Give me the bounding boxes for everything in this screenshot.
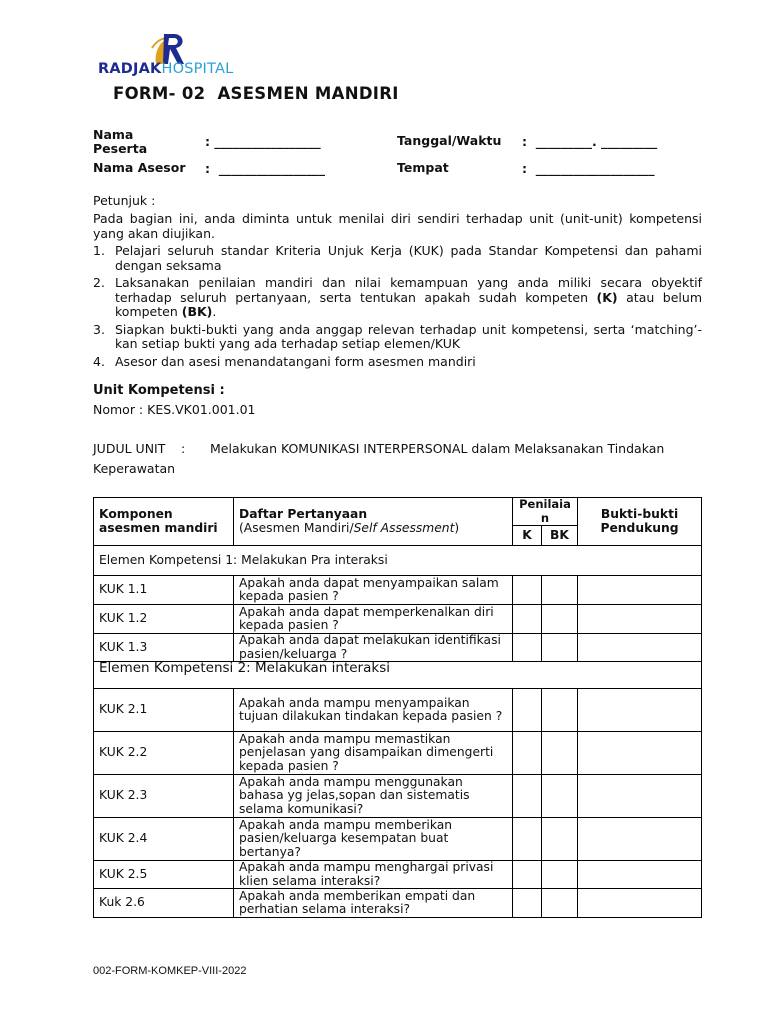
bk-checkbox-cell[interactable] — [542, 689, 578, 732]
kuk-label: KUK 2.5 — [94, 861, 234, 889]
header-k: K — [513, 526, 542, 546]
bk-checkbox-cell[interactable] — [542, 732, 578, 775]
header-daftar-pertanyaan: Daftar Pertanyaan (Asesmen Mandiri/Self Assessment) — [234, 498, 513, 546]
bk-checkbox-cell[interactable] — [542, 605, 578, 634]
petunjuk-intro: Pada bagian ini, anda diminta untuk menilai diri sendiri terhadap unit (unit-unit) kompetensi yang akan diujikan. — [93, 211, 702, 241]
nama-peserta-label: Nama Peserta — [93, 127, 148, 156]
k-checkbox-cell[interactable] — [513, 634, 542, 662]
question-text: Apakah anda mampu menyampaikan tujuan dilakukan tindakan kepada pasien ? — [234, 689, 513, 732]
tempat-label: Tempat — [397, 160, 449, 175]
judul-unit-value-cont: Keperawatan — [93, 461, 176, 476]
kuk-label: KUK 1.3 — [94, 634, 234, 662]
elemen-row — [94, 662, 702, 689]
kuk-label: Kuk 2.6 — [94, 889, 234, 918]
question-text: Apakah anda dapat memperkenalkan diri kepada pasien ? — [234, 605, 513, 634]
question-text: Apakah anda dapat menyampaikan salam kepada pasien ? — [234, 576, 513, 605]
table-row — [94, 689, 702, 732]
table-row — [94, 634, 702, 662]
table-row — [94, 732, 702, 775]
bk-checkbox-cell[interactable] — [542, 775, 578, 818]
k-checkbox-cell[interactable] — [513, 818, 542, 861]
logo-wordmark: RADJAKHOSPITAL — [98, 61, 234, 77]
header-bk: BK — [542, 526, 578, 546]
kuk-label: KUK 2.1 — [94, 689, 234, 732]
instruction-item: 4. Asesor dan asesi menandatangani form asesmen mandiri — [93, 353, 476, 369]
elemen-row — [94, 546, 702, 576]
question-text: Apakah anda mampu memberikan pasien/keluarga kesempatan buat bertanya? — [234, 818, 513, 861]
bukti-cell[interactable] — [578, 818, 702, 861]
form-title: FORM- 02 ASESMEN MANDIRI — [113, 84, 399, 103]
bukti-cell[interactable] — [578, 634, 702, 662]
nama-peserta-field[interactable]: : _________________ — [205, 134, 321, 149]
judul-unit-label: JUDUL UNIT — [93, 441, 166, 456]
bk-checkbox-cell[interactable] — [542, 818, 578, 861]
table-row — [94, 818, 702, 861]
bukti-cell[interactable] — [578, 689, 702, 732]
header-penilaian: Penilaia n — [513, 498, 578, 526]
instruction-item: 2. Laksanakan penilaian mandiri dan nilai kemampuan yang anda miliki secara obyektif terhadap seluruh pertanyaan, serta tentukan apakah sudah kompeten (K) atau belum kompeten (BK). — [93, 275, 702, 319]
kuk-label: KUK 2.3 — [94, 775, 234, 818]
tanggal-waktu-field[interactable]: : _________. _________ — [522, 134, 658, 149]
unit-nomor: Nomor : KES.VK01.001.01 — [93, 402, 256, 417]
question-text: Apakah anda mampu menghargai privasi klien selama interaksi? — [234, 861, 513, 889]
bukti-cell[interactable] — [578, 861, 702, 889]
table-row — [94, 576, 702, 605]
assessment-table — [93, 497, 702, 918]
k-checkbox-cell[interactable] — [513, 605, 542, 634]
instruction-list — [93, 244, 702, 372]
bk-checkbox-cell[interactable] — [542, 634, 578, 662]
document-footer-code: 002-FORM-KOMKEP-VIII-2022 — [93, 965, 247, 977]
question-text: Apakah anda mampu menggunakan bahasa yg jelas,sopan dan sistematis selama komunikasi? — [234, 775, 513, 818]
k-checkbox-cell[interactable] — [513, 689, 542, 732]
elemen-kompetensi-2: Elemen Kompetensi 2: Melakukan interaksi — [94, 662, 702, 689]
kuk-label: KUK 2.4 — [94, 818, 234, 861]
instruction-item: 3. Siapkan bukti-bukti yang anda anggap relevan terhadap unit kompetensi, serta ‘matching’-kan setiap bukti yang ada terhadap setiap elemen/KUK — [93, 321, 702, 351]
kuk-label: KUK 1.1 — [94, 576, 234, 605]
judul-unit-value: Melakukan KOMUNIKASI INTERPERSONAL dalam Melaksanakan Tindakan — [210, 441, 665, 456]
instruction-item: 1. Pelajari seluruh standar Kriteria Unjuk Kerja (KUK) pada Standar Kompetensi dan pahami dengan seksama — [93, 243, 702, 273]
nama-asesor-field[interactable]: : _________________ — [205, 161, 325, 176]
bukti-cell[interactable] — [578, 605, 702, 634]
bukti-cell[interactable] — [578, 889, 702, 918]
bukti-cell[interactable] — [578, 576, 702, 605]
petunjuk-heading: Petunjuk : — [93, 193, 156, 208]
k-checkbox-cell[interactable] — [513, 889, 542, 918]
judul-unit-colon: : — [181, 441, 186, 456]
k-checkbox-cell[interactable] — [513, 861, 542, 889]
bk-checkbox-cell[interactable] — [542, 889, 578, 918]
header-komponen: Komponen asesmen mandiri — [94, 498, 234, 546]
k-checkbox-cell[interactable] — [513, 576, 542, 605]
kuk-label: KUK 2.2 — [94, 732, 234, 775]
tanggal-waktu-label: Tanggal/Waktu — [397, 133, 502, 148]
table-row — [94, 861, 702, 889]
kuk-label: KUK 1.2 — [94, 605, 234, 634]
header-bukti-pendukung: Bukti-bukti Pendukung — [578, 498, 702, 546]
table-row — [94, 889, 702, 918]
table-header-row — [94, 498, 702, 526]
bukti-cell[interactable] — [578, 732, 702, 775]
bk-checkbox-cell[interactable] — [542, 576, 578, 605]
nama-asesor-label: Nama Asesor — [93, 160, 186, 175]
bukti-cell[interactable] — [578, 775, 702, 818]
table-row — [94, 775, 702, 818]
k-checkbox-cell[interactable] — [513, 775, 542, 818]
table-row — [94, 605, 702, 634]
k-checkbox-cell[interactable] — [513, 732, 542, 775]
question-text: Apakah anda dapat melakukan identifikasi pasien/keluarga ? — [234, 634, 513, 662]
bk-checkbox-cell[interactable] — [542, 861, 578, 889]
unit-kompetensi-heading: Unit Kompetensi : — [93, 383, 225, 398]
tempat-field[interactable]: : ___________________ — [522, 161, 655, 176]
hospital-logo — [98, 30, 268, 80]
elemen-kompetensi-1: Elemen Kompetensi 1: Melakukan Pra interaksi — [94, 546, 702, 576]
question-text: Apakah anda mampu memastikan penjelasan yang disampaikan dimengerti kepada pasien ? — [234, 732, 513, 775]
question-text: Apakah anda memberikan empati dan perhatian selama interaksi? — [234, 889, 513, 918]
